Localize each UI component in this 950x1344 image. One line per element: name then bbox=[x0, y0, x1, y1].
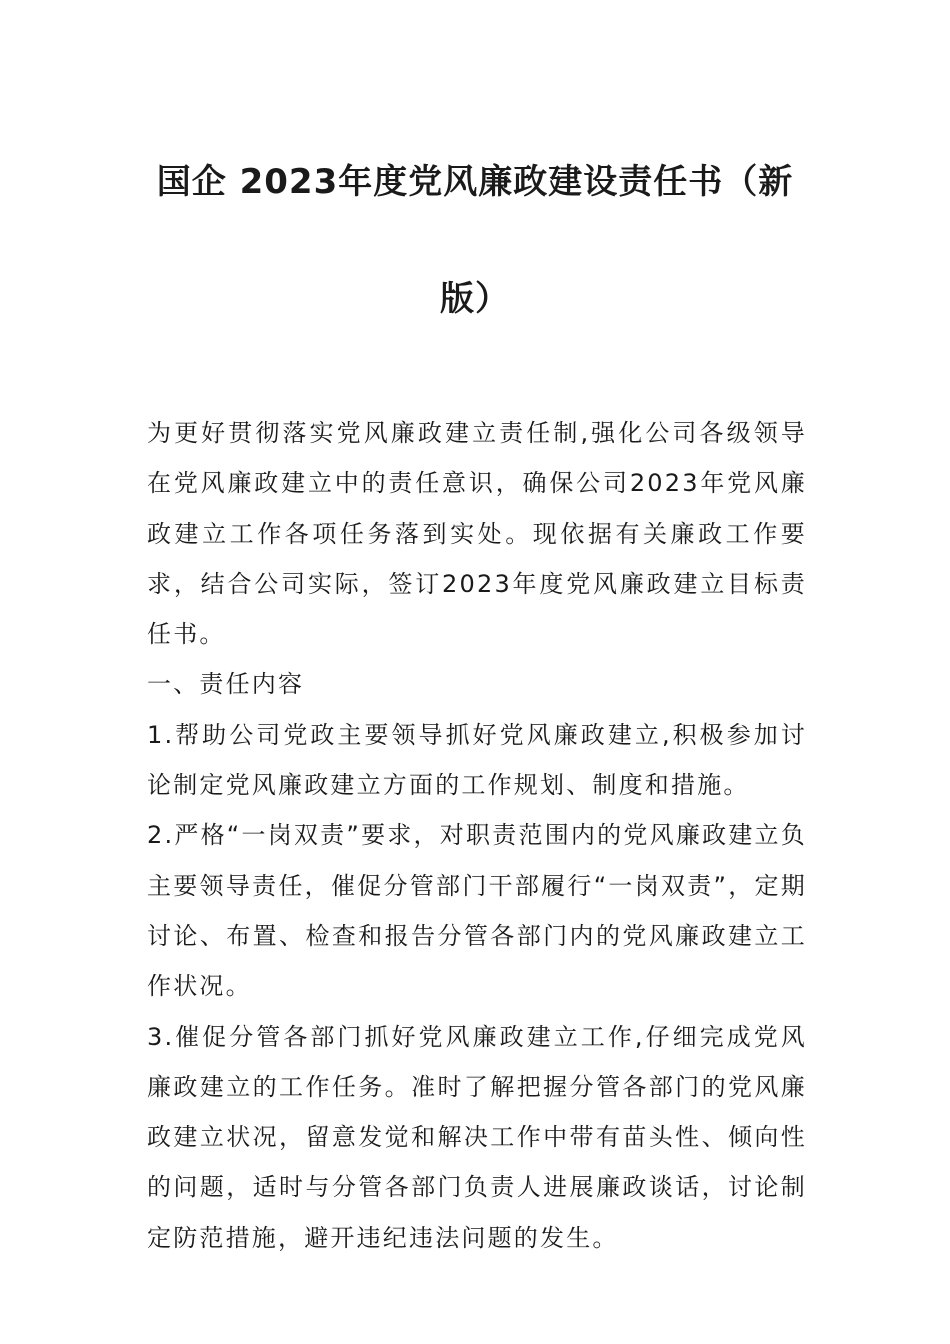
intro-paragraph: 为更好贯彻落实党风廉政建立责任制,强化公司各级领导在党风廉政建立中的责任意识，确保公司2023年党风廉政建立工作各项任务落到实处。现依据有关廉政工作要求，结合公司实际，签订2023年度党风廉政建立目标责任书。 bbox=[147, 419, 807, 649]
document-body bbox=[147, 408, 807, 1263]
document-title-line-1: 国企 2023年度党风廉政建设责任书（新 bbox=[156, 162, 794, 202]
item-paragraph-1: 1.帮助公司党政主要领导抓好党风廉政建立,积极参加讨论制定党风廉政建立方面的工作规划、制度和措施。 bbox=[147, 720, 807, 800]
section-heading: 一、责任内容 bbox=[147, 670, 305, 699]
document-title-line-2: 版） bbox=[440, 279, 510, 319]
item-paragraph-2: 2.严格“一岗双责”要求，对职责范围内的党风廉政建立负主要领导责任，催促分管部门干部履行“一岗双责”，定期讨论、布置、检查和报告分管各部门内的党风廉政建立工作状况。 bbox=[147, 821, 807, 1001]
item-paragraph-3: 3.催促分管各部门抓好党风廉政建立工作,仔细完成党风廉政建立的工作任务。准时了解把握分管各部门的党风廉政建立状况，留意发觉和解决工作中带有苗头性、倾向性的问题，适时与分管各部门负责人进展廉政谈话，讨论制定防范措施，避开违纪违法问题的发生。 bbox=[147, 1022, 807, 1252]
